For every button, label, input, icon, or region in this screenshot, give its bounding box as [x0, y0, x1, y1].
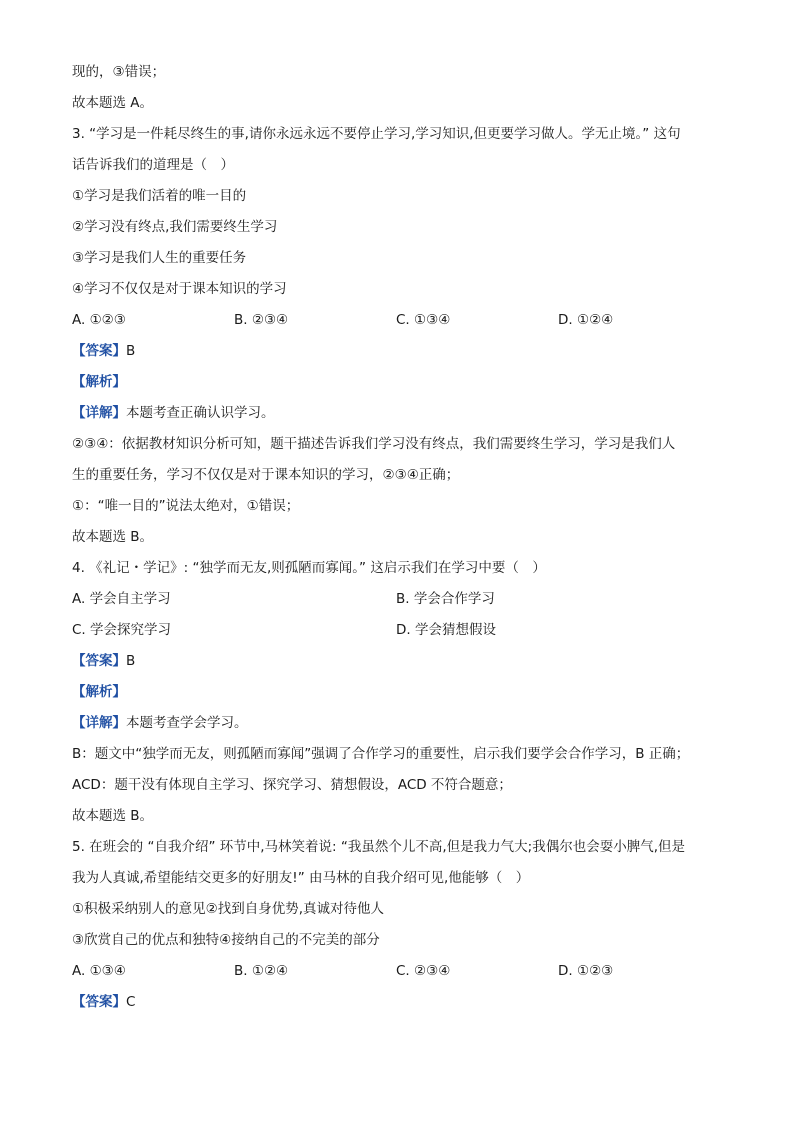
answer-tag: 【答案】: [72, 343, 126, 359]
q5-answer-value: C: [126, 994, 136, 1010]
detail-tag: 【详解】: [72, 715, 126, 731]
q3-detail-text: 本题考查正确认识学习。: [126, 405, 275, 421]
q5-item-2: ③欣赏自己的优点和独特④接纳自己的不完美的部分: [72, 932, 380, 948]
q5-option-c: C. ②③④: [396, 963, 451, 979]
q3-item-1: ①学习是我们活着的唯一目的: [72, 188, 247, 204]
q3-stem-line2: 话告诉我们的道理是（ ）: [72, 157, 234, 173]
detail-tag: 【详解】: [72, 405, 126, 421]
q3-answer-value: B: [126, 343, 136, 359]
q4-answer-value: B: [126, 653, 136, 669]
q5-option-b: B. ①②④: [234, 963, 289, 979]
q3-item-3: ③学习是我们人生的重要任务: [72, 250, 247, 266]
q3-item-2: ②学习没有终点,我们需要终生学习: [72, 219, 278, 235]
analysis-tag: 【解析】: [72, 374, 126, 390]
q3-explanation-line3: ①：“唯一目的”说法太绝对，①错误；: [72, 498, 300, 514]
q5-option-a: A. ①③④: [72, 963, 126, 979]
q4-option-a: A. 学会自主学习: [72, 591, 171, 607]
q5-item-1: ①积极采纳别人的意见②找到自身优势,真诚对待他人: [72, 901, 384, 917]
q3-option-a: A. ①②③: [72, 312, 126, 328]
analysis-tag: 【解析】: [72, 684, 126, 700]
q5-answer: [72, 992, 732, 1012]
prev-conclusion: 故本题选 A。: [72, 95, 154, 111]
q4-options-row2: [72, 620, 732, 640]
document-page: [72, 62, 732, 1023]
q4-conclusion: 故本题选 B。: [72, 808, 154, 824]
q4-explanation-line1: B：题文中“独学而无友，则孤陋而寡闻”强调了合作学习的重要性，启示我们要学会合作学习，B 正确；: [72, 746, 690, 762]
q4-detail: [72, 713, 732, 733]
q4-option-c: C. 学会探究学习: [72, 622, 172, 638]
q5-option-d: D. ①②③: [558, 963, 614, 979]
q4-option-b: B. 学会合作学习: [396, 591, 495, 607]
q3-item-4: ④学习不仅仅是对于课本知识的学习: [72, 281, 287, 297]
q5-options: [72, 961, 732, 981]
q4-explanation-line2: ACD：题干没有体现自主学习、探究学习、猜想假设，ACD 不符合题意；: [72, 777, 512, 793]
prev-explanation-end: 现的，③错误；: [72, 64, 166, 80]
q3-explanation-line2: 生的重要任务，学习不仅仅是对于课本知识的学习，②③④正确；: [72, 467, 460, 483]
q4-stem: 4. 《礼记・学记》: “独学而无友,则孤陋而寡闻。” 这启示我们在学习中要（ ）: [72, 560, 546, 576]
answer-tag: 【答案】: [72, 653, 126, 669]
q3-options: [72, 310, 732, 330]
q4-detail-text: 本题考查学会学习。: [126, 715, 248, 731]
q3-detail: [72, 403, 732, 423]
q4-options-row1: [72, 589, 732, 609]
answer-tag: 【答案】: [72, 994, 126, 1010]
q3-conclusion: 故本题选 B。: [72, 529, 154, 545]
q5-stem-line1: 5. 在班会的 “自我介绍” 环节中,马林笑着说: “我虽然个儿不高,但是我力气大;我偶尔也会耍小脾气,但是: [72, 839, 685, 855]
q3-analysis: [72, 372, 732, 392]
q3-stem-line1: 3. “学习是一件耗尽终生的事,请你永远永远不要停止学习,学习知识,但更要学习做人。学无止境。” 这句: [72, 126, 681, 142]
q3-option-d: D. ①②④: [558, 312, 614, 328]
q3-option-c: C. ①③④: [396, 312, 451, 328]
q4-answer: [72, 651, 732, 671]
q3-answer: [72, 341, 732, 361]
q3-explanation-line1: ②③④：依据教材知识分析可知，题干描述告诉我们学习没有终点，我们需要终生学习，学习是我们人: [72, 436, 676, 452]
q5-stem-line2: 我为人真诚,希望能结交更多的好朋友!” 由马林的自我介绍可见,他能够（ ）: [72, 870, 530, 886]
q4-analysis: [72, 682, 732, 702]
q4-option-d: D. 学会猜想假设: [396, 622, 496, 638]
q3-option-b: B. ②③④: [234, 312, 289, 328]
